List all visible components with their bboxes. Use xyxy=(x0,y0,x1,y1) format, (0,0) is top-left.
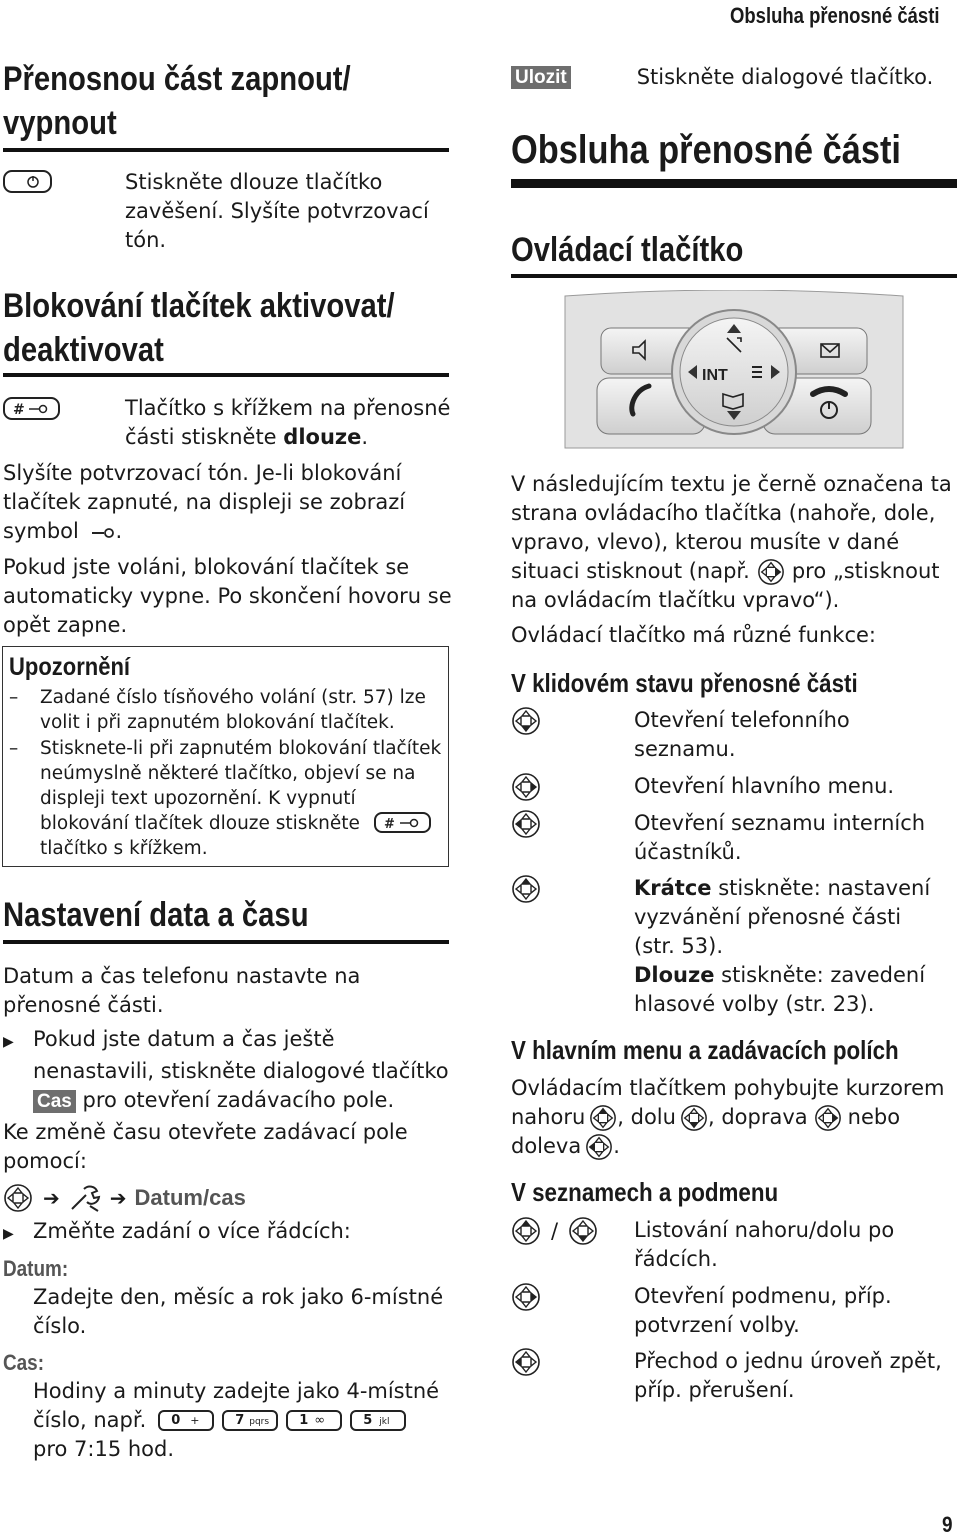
note-title: Upozornění xyxy=(9,653,130,681)
nav-key-up-icon xyxy=(511,1216,541,1246)
note-item-1: – Zadané číslo tísňového volání (str. 57) lze volit i při zapnutém blokování tlačítek. xyxy=(9,687,426,733)
section-title-control-key: Ovládací tlačítko xyxy=(511,231,744,269)
nav-key-down-icon xyxy=(680,1104,708,1132)
lists-row-submenu: Otevření podmenu, příp. potvrzení volby. xyxy=(634,1284,892,1337)
note-item-2: – Stisknete-li při zapnutém blokování tlačítek neúmyslně některé tlačítko, objeví se na displeji text upozornění. K vypnutí blokování tlačítek dlouze stiskněte # tlačítko s křížkem. xyxy=(9,738,442,859)
datetime-intro: Datum a čas telefonu nastavte na přenosné části. xyxy=(3,964,361,1017)
key-symbol-icon xyxy=(90,525,116,539)
int-label: INT xyxy=(702,367,728,384)
keypad-illustration xyxy=(563,290,905,450)
page-number: 9 xyxy=(942,1512,953,1537)
settings-wrench-icon xyxy=(68,1183,104,1213)
key-0[interactable]: 0 + xyxy=(158,1410,214,1431)
section-rule xyxy=(3,373,449,377)
nav-key-icon[interactable] xyxy=(3,1183,33,1213)
control-key-paragraph: V následujícím textu je černě označena ta strana ovládacího tlačítka (nahoře, dole, vpravo, vlevo), kterou musíte v dané situaci stisknout (např. pro „stisknout na ovládacím tlačítku vpravo“). xyxy=(511,472,952,612)
cas-text: Hodiny a minuty zadejte jako 4-místné číslo, např. 0 + 7 pqrs 1 ∞ 5 jkl pro 7:15 hod. xyxy=(33,1379,440,1461)
section-rule xyxy=(3,148,449,152)
nav-key-right-icon xyxy=(814,1104,842,1132)
idle-row-ringtone: Krátce stiskněte: nastavení vyzvánění přenosné části (str. 53). Dlouze stiskněte: zavedení hlasové volby (str. 23). xyxy=(634,876,931,1016)
power-instruction: Stiskněte dlouze tlačítko zavěšení. Slyšíte potvrzovací tón. xyxy=(125,170,429,252)
keylock-paragraph-2: Pokud jste voláni, blokování tlačítek se automaticky vypne. Po skončení hovoru se opět zapne. xyxy=(3,555,452,637)
cas-label: Cas: xyxy=(3,1350,45,1375)
idle-row-internal: Otevření seznamu interních účastníků. xyxy=(634,811,926,864)
nav-key-up-icon xyxy=(589,1104,617,1132)
datum-text: Zadejte den, měsíc a rok jako 6-místné číslo. xyxy=(33,1285,444,1338)
datetime-step-2: ▶ Změňte zadání o více řádcích: xyxy=(3,1217,351,1249)
section-title-power-2: vypnout xyxy=(3,104,117,142)
key-5[interactable]: 5 jkl xyxy=(350,1410,406,1431)
lists-row-scroll-icons: / xyxy=(511,1216,598,1246)
menu-cursor-paragraph: Ovládacím tlačítkem pohybujte kurzorem nahoru , dolu , doprava nebo doleva . xyxy=(511,1074,944,1161)
section-rule xyxy=(511,274,957,278)
section-title-power: Přenosnou část zapnout/ xyxy=(3,60,351,98)
hash-key-icon xyxy=(3,397,61,421)
subsection-idle: V klidovém stavu přenosné části xyxy=(511,668,858,698)
section-rule xyxy=(3,940,449,944)
end-call-key-icon xyxy=(3,170,53,194)
svg-text:#: # xyxy=(383,817,395,832)
nav-key-right-icon xyxy=(511,772,541,802)
lists-row-back: Přechod o jednu úroveň zpět, příp. přerušení. xyxy=(634,1349,942,1402)
datum-label: Datum: xyxy=(3,1256,69,1281)
path-arrow: ➔ xyxy=(109,1186,127,1210)
chapter-title: Obsluha přenosné části xyxy=(511,128,901,172)
chapter-rule xyxy=(511,179,957,188)
hash-key-icon xyxy=(374,812,432,834)
running-title: Obsluha přenosné části xyxy=(730,3,940,28)
nav-key-right-icon xyxy=(756,558,786,586)
key-1[interactable]: 1 ∞ xyxy=(286,1410,342,1431)
subsection-lists: V seznamech a podmenu xyxy=(511,1177,779,1207)
keylock-paragraph-1: Slyšíte potvrzovací tón. Je-li blokování tlačítek zapnuté, na displeji se zobrazí symbol . xyxy=(3,461,406,543)
path-label-datum-cas[interactable]: Datum/cas xyxy=(134,1185,246,1210)
nav-key-left-icon xyxy=(511,1347,541,1377)
path-arrow: ➔ xyxy=(43,1186,60,1210)
idle-row-phonebook: Otevření telefonního seznamu. xyxy=(634,708,850,761)
subsection-menu: V hlavním menu a zadávacích polích xyxy=(511,1035,899,1065)
datetime-paragraph: Ke změně času otevřete zadávací pole pomocí: xyxy=(3,1120,408,1173)
bullet-arrow-icon: ▶ xyxy=(3,1226,14,1242)
idle-row-menu: Otevření hlavního menu. xyxy=(634,774,895,798)
nav-key-up-icon xyxy=(511,874,541,904)
lists-row-scroll: Listování nahoru/dolu po řádcích. xyxy=(634,1218,895,1271)
bullet-arrow-icon: ▶ xyxy=(3,1034,14,1050)
softkey-ulozit[interactable]: Ulozit xyxy=(511,66,571,89)
datetime-step-1: ▶ Pokud jste datum a čas ještě nenastavili, stiskněte dialogové tlačítko Cas pro otevření zadávacího pole. xyxy=(3,1027,449,1112)
section-title-datetime: Nastavení data a času xyxy=(3,896,309,934)
nav-key-down-icon xyxy=(568,1216,598,1246)
softkey-cas[interactable]: Cas xyxy=(33,1090,76,1113)
nav-key-left-icon xyxy=(585,1133,613,1161)
section-title-keylock: Blokování tlačítek aktivovat/ xyxy=(3,287,395,325)
keylock-instruction: Tlačítko s křížkem na přenosné části stiskněte dlouze. xyxy=(125,396,451,449)
control-key-functions: Ovládací tlačítko má různé funkce: xyxy=(511,623,876,647)
key-7[interactable]: 7 pqrs xyxy=(222,1410,278,1431)
note-box xyxy=(2,646,449,867)
softkey-row: Ulozit Stiskněte dialogové tlačítko. xyxy=(511,63,933,92)
svg-text:#: # xyxy=(13,402,25,418)
nav-key-down-icon xyxy=(511,706,541,736)
nav-key-left-icon xyxy=(511,809,541,839)
menu-path xyxy=(3,1182,246,1214)
nav-key-right-icon xyxy=(511,1282,541,1312)
section-title-keylock-2: deaktivovat xyxy=(3,331,164,369)
